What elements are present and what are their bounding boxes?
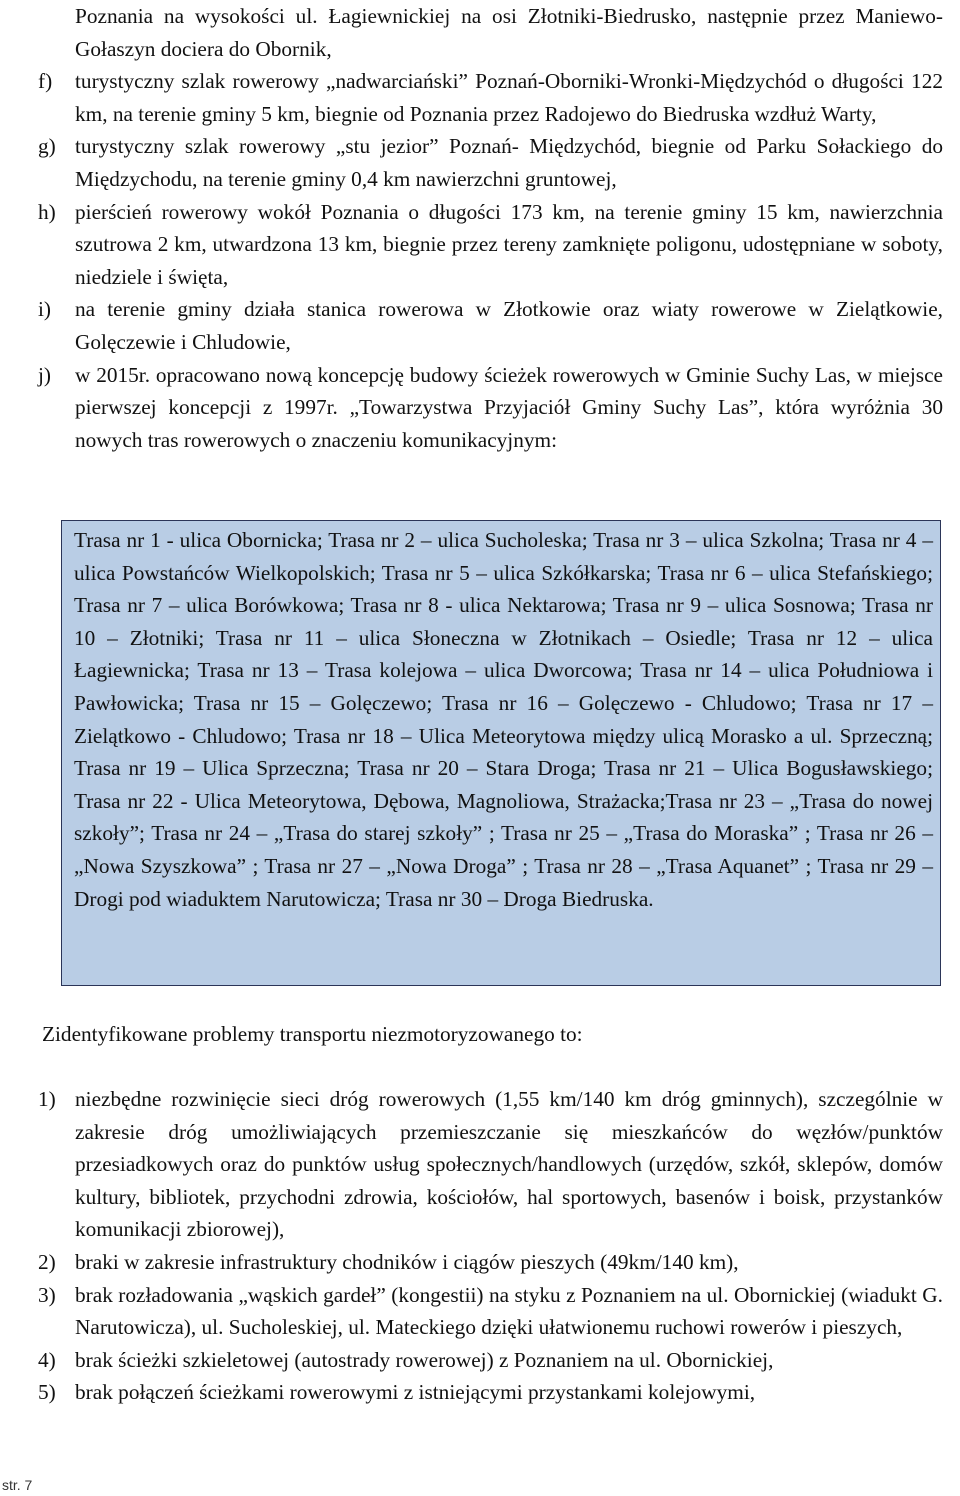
list-item-g: [38, 130, 943, 195]
list-item-text: turystyczny szlak rowerowy „stu jezior” Poznań- Międzychód, biegnie od Parku Sołackiego do Międzychodu, na terenie gminy 0,4 km nawierzchni gruntowej,: [75, 134, 943, 191]
intro-continuation-text: Poznania na wysokości ul. Łagiewnickiej na osi Złotniki-Biedrusko, następnie przez Maniewo-Gołaszyn dociera do Obornik,: [75, 4, 943, 61]
bike-routes-list: [38, 0, 943, 456]
list-item-i: [38, 293, 943, 358]
problem-label: 1): [38, 1087, 56, 1111]
problems-list: [38, 1083, 943, 1409]
list-item-text: w 2015r. opracowano nową koncepcję budowy ścieżek rowerowych w Gminie Suchy Las, w miejsce pierwszej koncepcji z 1997r. „Towarzystwa Przyjaciół Gminy Suchy Las”, która wyróżnia 30 nowych tras rowerowych o znaczeniu komunikacyjnym:: [75, 362, 943, 452]
list-item-label: h): [38, 199, 56, 224]
list-item-e-continuation: [38, 0, 943, 65]
list-item-text: turystyczny szlak rowerowy „nadwarciański” Poznań-Oborniki-Wronki-Międzychód o długości 122 km, na terenie gminy 5 km, biegnie od Poznania przez Radojewo do Biedruska wzdłuż Warty,: [75, 69, 943, 126]
problem-text: brak rozładowania „wąskich gardeł” (kongestii) na styku z Poznaniem na ul. Obornickiej (wiadukt G. Narutowicza), ul. Sucholeskiej, ul. Mateckiego dzięki ułatwionemu ruchowi rowerów i pieszych,: [75, 1282, 943, 1340]
problem-item-1: [38, 1083, 943, 1246]
problem-text: braki w zakresie infrastruktury chodników i ciągów pieszych (49km/140 km),: [75, 1249, 739, 1274]
problems-heading: Zidentyfikowane problemy transportu niezmotoryzowanego to:: [42, 1022, 583, 1046]
problem-label: 4): [38, 1347, 56, 1372]
problem-label: 2): [38, 1249, 56, 1274]
problem-label: 5): [38, 1380, 56, 1405]
routes-box-text: Trasa nr 1 - ulica Obornicka; Trasa nr 2 – ulica Sucholeska; Trasa nr 3 – ulica Szkolna; Trasa nr 4 – ulica Powstańców Wielkopolskich; Trasa nr 5 – ulica Szkółkarska; Trasa nr 6 – ulica Stefańskiego; Trasa nr 7 – ulica Borówkowa; Trasa nr 8 - ulica Nektarowa; Trasa nr 9 – ulica Sosnowa; Trasa nr 10 – Złotniki; Trasa nr 11 – ulica Słoneczna w Złotnikach – Osiedle; Trasa nr 12 – ulica Łagiewnicka; Trasa nr 13 – Trasa kolejowa – ulica Dworcowa; Trasa nr 14 – ulica Południowa i Pawłowicka; Trasa nr 15 – Golęczewo; Trasa nr 16 – Golęczewo - Chludowo; Trasa nr 17 – Zielątkowo - Chludowo; Trasa nr 18 – Ulica Meteorytowa między ulicą Morasko a ul. Sprzeczną; Trasa nr 19 – Ulica Sprzeczna; Trasa nr 20 – Stara Droga; Trasa nr 21 – Ulica Bogusławskiego; Trasa nr 22 - Ulica Meteorytowa, Dębowa, Magnoliowa, Strażacka;Trasa nr 23 – „Trasa do nowej szkoły”; Trasa nr 24 – „Trasa do starej szkoły” ; Trasa nr 25 – „Trasa do Moraska” ; Trasa nr 26 – „Nowa Szyszkowa” ; Trasa nr 27 – „Nowa Droga” ; Trasa nr 28 – „Trasa Aquanet” ; Trasa nr 29 – Drogi pod wiaduktem Narutowicza; Trasa nr 30 – Droga Biedruska.: [74, 528, 933, 911]
page-number: str. 7: [2, 1477, 33, 1493]
list-item-label: j): [38, 362, 52, 387]
problem-text: brak połączeń ścieżkami rowerowymi z istniejącymi przystankami kolejowymi,: [75, 1380, 756, 1405]
list-item-j: [38, 359, 943, 457]
routes-box: [61, 520, 941, 986]
problem-text: niezbędne rozwinięcie sieci dróg rowerowych (1,55 km/140 km dróg gminnych), szczególnie w zakresie dróg umożliwiających przemieszczanie się mieszkańców do węzłów/punktów przesiadkowych oraz do punktów usług społecznych/handlowych (urzędów, szkół, sklepów, domów kultury, bibliotek, przychodni zdrowia, kościołów, hal sportowych, basenów i boisk, przystanków komunikacji zbiorowej),: [75, 1087, 943, 1242]
list-item-text: na terenie gminy działa stanica rowerowa w Złotkowie oraz wiaty rowerowe w Zielątkowie, Golęczewie i Chludowie,: [75, 297, 943, 354]
list-item-label: g): [38, 134, 56, 159]
list-item-h: [38, 196, 943, 294]
list-item-label: f): [38, 69, 53, 94]
list-item-f: [38, 65, 943, 130]
problem-item-3: [38, 1279, 943, 1344]
problem-label: 3): [38, 1282, 56, 1307]
list-item-label: i): [38, 297, 52, 322]
problem-item-4: [38, 1344, 943, 1377]
list-item-text: pierścień rowerowy wokół Poznania o długości 173 km, na terenie gminy 15 km, nawierzchnia szutrowa 2 km, utwardzona 13 km, biegnie przez tereny zamknięte poligonu, udostępniane w soboty, niedziele i święta,: [75, 199, 943, 289]
problem-text: brak ścieżki szkieletowej (autostrady rowerowej) z Poznaniem na ul. Obornickiej,: [75, 1347, 774, 1372]
problem-item-2: [38, 1246, 943, 1279]
problem-item-5: [38, 1376, 943, 1409]
